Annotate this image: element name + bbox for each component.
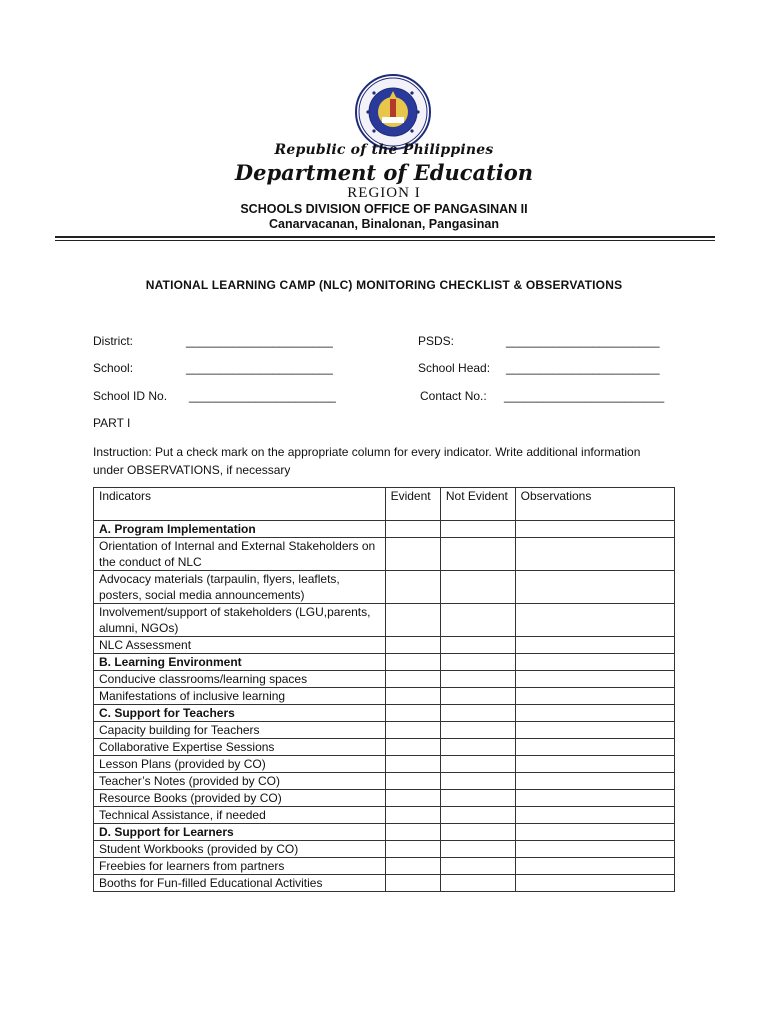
indicator-label: Collaborative Expertise Sessions (94, 739, 386, 756)
indicator-label: Student Workbooks (provided by CO) (94, 841, 386, 858)
evident-cell[interactable] (385, 688, 440, 705)
observations-cell[interactable] (515, 756, 674, 773)
indicator-label: Capacity building for Teachers (94, 722, 386, 739)
not-evident-cell[interactable] (440, 705, 515, 722)
indicator-label: Booths for Fun-filled Educational Activities (94, 875, 386, 892)
district-label: District: (93, 334, 133, 348)
not-evident-cell[interactable] (440, 807, 515, 824)
indicator-label: Lesson Plans (provided by CO) (94, 756, 386, 773)
psds-field[interactable]: _______________________ (506, 334, 660, 348)
observations-cell[interactable] (515, 722, 674, 739)
section-row (94, 705, 675, 722)
table-row (94, 722, 675, 739)
not-evident-cell[interactable] (440, 538, 515, 571)
section-label: D. Support for Learners (94, 824, 386, 841)
observations-cell[interactable] (515, 790, 674, 807)
not-evident-cell[interactable] (440, 841, 515, 858)
table-row (94, 571, 675, 604)
part-heading: PART I (93, 416, 131, 430)
not-evident-cell[interactable] (440, 571, 515, 604)
table-row (94, 858, 675, 875)
checklist-table (93, 487, 675, 892)
evident-cell[interactable] (385, 521, 440, 538)
observations-cell[interactable] (515, 773, 674, 790)
table-row (94, 773, 675, 790)
observations-cell[interactable] (515, 637, 674, 654)
header-not-evident: Not Evident (440, 488, 515, 521)
section-label: A. Program Implementation (94, 521, 386, 538)
table-header-row (94, 488, 675, 521)
instruction-text: Instruction: Put a check mark on the appropriate column for every indicator. Write additional information under OBSERVATIONS, if necessary (93, 445, 641, 477)
evident-cell[interactable] (385, 571, 440, 604)
evident-cell[interactable] (385, 538, 440, 571)
observations-cell[interactable] (515, 654, 674, 671)
republic-heading: Republic of the Philippines (274, 142, 494, 158)
table-row (94, 637, 675, 654)
observations-cell[interactable] (515, 841, 674, 858)
table-row (94, 790, 675, 807)
header-indicators: Indicators (94, 488, 386, 521)
indicator-label: Conducive classrooms/learning spaces (94, 671, 386, 688)
district-field[interactable]: ______________________ (186, 334, 333, 348)
header-observations: Observations (515, 488, 674, 521)
evident-cell[interactable] (385, 654, 440, 671)
section-label: C. Support for Teachers (94, 705, 386, 722)
table-row (94, 671, 675, 688)
observations-cell[interactable] (515, 824, 674, 841)
evident-cell[interactable] (385, 705, 440, 722)
not-evident-cell[interactable] (440, 521, 515, 538)
not-evident-cell[interactable] (440, 722, 515, 739)
indicator-label: Orientation of Internal and External Stakeholders on the conduct of NLC (94, 538, 386, 571)
evident-cell[interactable] (385, 722, 440, 739)
evident-cell[interactable] (385, 790, 440, 807)
table-row (94, 604, 675, 637)
section-label: B. Learning Environment (94, 654, 386, 671)
observations-cell[interactable] (515, 858, 674, 875)
indicator-label: Freebies for learners from partners (94, 858, 386, 875)
observations-cell[interactable] (515, 688, 674, 705)
school-field[interactable]: ______________________ (186, 361, 333, 375)
not-evident-cell[interactable] (440, 824, 515, 841)
address-heading: Canarvacanan, Binalonan, Pangasinan (269, 217, 499, 231)
observations-cell[interactable] (515, 521, 674, 538)
school-id-field[interactable]: ______________________ (189, 389, 336, 403)
observations-cell[interactable] (515, 705, 674, 722)
indicator-label: NLC Assessment (94, 637, 386, 654)
school-label: School: (93, 361, 134, 375)
evident-cell[interactable] (385, 739, 440, 756)
indicator-label: Advocacy materials (tarpaulin, flyers, leaflets, posters, social media announcements) (94, 571, 386, 604)
evident-cell[interactable] (385, 824, 440, 841)
document-title: NATIONAL LEARNING CAMP (NLC) MONITORING CHECKLIST & OBSERVATIONS (145, 278, 623, 292)
evident-cell[interactable] (385, 841, 440, 858)
not-evident-cell[interactable] (440, 671, 515, 688)
evident-cell[interactable] (385, 858, 440, 875)
contact-label: Contact No.: (420, 389, 487, 403)
not-evident-cell[interactable] (440, 688, 515, 705)
not-evident-cell[interactable] (440, 790, 515, 807)
observations-cell[interactable] (515, 807, 674, 824)
evident-cell[interactable] (385, 637, 440, 654)
table-row (94, 807, 675, 824)
section-row (94, 824, 675, 841)
not-evident-cell[interactable] (440, 654, 515, 671)
header-evident: Evident (385, 488, 440, 521)
table-row (94, 875, 675, 892)
deped-seal-icon (354, 73, 432, 151)
not-evident-cell[interactable] (440, 858, 515, 875)
table-row (94, 841, 675, 858)
indicator-label: Manifestations of inclusive learning (94, 688, 386, 705)
not-evident-cell[interactable] (440, 875, 515, 892)
contact-field[interactable]: ________________________ (504, 389, 665, 403)
observations-cell[interactable] (515, 739, 674, 756)
observations-cell[interactable] (515, 604, 674, 637)
psds-label: PSDS: (418, 334, 455, 348)
evident-cell[interactable] (385, 604, 440, 637)
header-divider-thin (55, 240, 715, 241)
not-evident-cell[interactable] (440, 756, 515, 773)
observations-cell[interactable] (515, 671, 674, 688)
section-row (94, 521, 675, 538)
indicator-label: Technical Assistance, if needed (94, 807, 386, 824)
evident-cell[interactable] (385, 875, 440, 892)
region-heading: REGION I (347, 185, 421, 201)
header-divider (55, 236, 715, 238)
not-evident-cell[interactable] (440, 773, 515, 790)
school-head-label: School Head: (418, 361, 491, 375)
observations-cell[interactable] (515, 571, 674, 604)
evident-cell[interactable] (385, 756, 440, 773)
not-evident-cell[interactable] (440, 604, 515, 637)
evident-cell[interactable] (385, 671, 440, 688)
indicator-label: Resource Books (provided by CO) (94, 790, 386, 807)
evident-cell[interactable] (385, 773, 440, 790)
not-evident-cell[interactable] (440, 739, 515, 756)
table-row (94, 756, 675, 773)
school-id-label: School ID No. (93, 389, 168, 403)
observations-cell[interactable] (515, 875, 674, 892)
indicator-label: Involvement/support of stakeholders (LGU,parents, alumni, NGOs) (94, 604, 386, 637)
section-row (94, 654, 675, 671)
department-heading: Department of Education (234, 160, 534, 185)
not-evident-cell[interactable] (440, 637, 515, 654)
evident-cell[interactable] (385, 807, 440, 824)
observations-cell[interactable] (515, 538, 674, 571)
table-row (94, 538, 675, 571)
table-row (94, 688, 675, 705)
school-head-field[interactable]: _______________________ (506, 361, 660, 375)
table-row (94, 739, 675, 756)
division-office-heading: SCHOOLS DIVISION OFFICE OF PANGASINAN II (240, 202, 528, 216)
indicator-label: Teacher’s Notes (provided by CO) (94, 773, 386, 790)
